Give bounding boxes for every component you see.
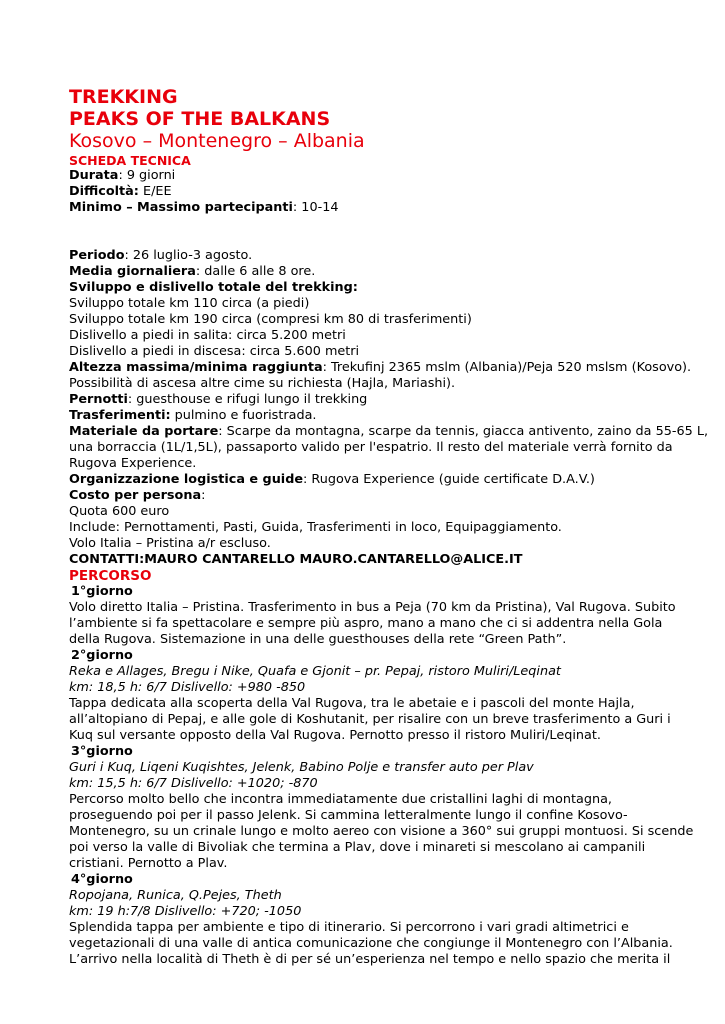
costo-line	[69, 488, 669, 504]
day-4-text-2: vegetazionali di una valle di antica comunicazione che congiunge il Montenegro con l’Albania.	[69, 936, 673, 951]
percorso-heading: PERCORSO	[69, 568, 152, 584]
difficolta-value: E/EE	[138, 184, 172, 199]
volo-line: Volo Italia – Pristina a/r escluso.	[69, 536, 271, 551]
periodo-value: : 26 luglio-3 agosto.	[124, 248, 253, 263]
day-2-stats: km: 18,5 h: 6/7 Dislivello: +980 -850	[69, 680, 306, 695]
minimo-line	[69, 200, 669, 216]
media-label: Media giornaliera	[69, 264, 196, 279]
day-2-label: 2°giorno	[71, 648, 133, 663]
day-3-text-3: Montenegro, su un crinale lungo e molto aereo con visione a 360° sui gruppi montuosi. Si scende	[69, 824, 694, 839]
day-3-text-1: Percorso molto bello che incontra immediatamente due cristallini laghi di montagna,	[69, 792, 612, 807]
minimo-label: Minimo – Massimo partecipanti	[69, 200, 293, 215]
day-1-text-2: l’ambiente si fa spettacolare e sempre più aspro, mano a mano che ci si addentra nella Gola	[69, 616, 663, 631]
quota-line: Quota 600 euro	[69, 504, 170, 519]
title-line-1: TREKKING	[69, 86, 178, 108]
day-4-label: 4°giorno	[71, 872, 133, 887]
pernotti-label: Pernotti	[69, 392, 128, 407]
media-value: : dalle 6 alle 8 ore.	[195, 264, 316, 279]
day-3-label: 3°giorno	[71, 744, 133, 759]
day-1-text-1: Volo diretto Italia – Pristina. Trasferimento in bus a Peja (70 km da Pristina), Val Rugova. Subito	[69, 600, 676, 615]
subtitle: Kosovo – Montenegro – Albania	[69, 130, 365, 152]
day-3-text-5: cristiani. Pernotto a Plav.	[69, 856, 228, 871]
altezza-label: Altezza massima/minima raggiunta	[69, 360, 323, 375]
durata-label: Durata	[69, 168, 119, 183]
sviluppo-line-2: Sviluppo totale km 190 circa (compresi km 80 di trasferimenti)	[69, 312, 472, 327]
trasferimenti-label: Trasferimenti:	[69, 408, 171, 423]
periodo-line	[69, 248, 669, 264]
day-1-label: 1°giorno	[71, 584, 133, 599]
altezza-value: : Trekufinj 2365 mslm (Albania)/Peja 520 mslsm (Kosovo).	[322, 360, 692, 375]
day-2-route: Reka e Allages, Bregu i Nike, Quafa e Gjonit – pr. Pepaj, ristoro Muliri/Leqinat	[69, 664, 561, 679]
materiale-line-2: una borraccia (1L/1,5L), passaporto valido per l'espatrio. Il resto del materiale verrà fornito da	[69, 440, 673, 455]
materiale-line-3: Rugova Experience.	[69, 456, 197, 471]
day-2-text-3: Kuq sul versante opposto della Val Rugova. Pernotto presso il ristoro Muliri/Leqinat.	[69, 728, 601, 743]
day-1-text-3: della Rugova. Sistemazione in una delle guesthouses della rete “Green Path”.	[69, 632, 567, 647]
day-3-text-4: poi verso la valle di Bivoliak che termina a Plav, dove i minareti si mescolano ai campanili	[69, 840, 646, 855]
include-line: Include: Pernottamenti, Pasti, Guida, Trasferimenti in loco, Equipaggiamento.	[69, 520, 562, 535]
day-4-text-3: L’arrivo nella località di Theth è di per sé un’esperienza nel tempo e nello spazio che merita il	[69, 952, 671, 967]
materiale-label: Materiale da portare	[69, 424, 219, 439]
difficolta-label: Difficoltà:	[69, 184, 139, 199]
contatti-line: CONTATTI:MAURO CANTARELLO MAURO.CANTARELLO@ALICE.IT	[69, 552, 523, 567]
pernotti-line	[69, 392, 669, 408]
difficolta-line	[69, 184, 669, 200]
materiale-value: : Scarpe da montagna, scarpe da tennis, giacca antivento, zaino da 55-65 L,	[218, 424, 709, 439]
day-4-stats: km: 19 h:7/8 Dislivello: +720; -1050	[69, 904, 302, 919]
organizzazione-line	[69, 472, 669, 488]
day-3-text-2: proseguendo poi per il passo Jelenk. Si cammina letteralmente lungo il confine Kosovo-	[69, 808, 628, 823]
durata-value: : 9 giorni	[118, 168, 176, 183]
dislivello-line-2: Dislivello a piedi in discesa: circa 5.600 metri	[69, 344, 360, 359]
trasferimenti-line	[69, 408, 669, 424]
organizzazione-label: Organizzazione logistica e guide	[69, 472, 304, 487]
section-label-scheda: SCHEDA TECNICA	[69, 153, 191, 168]
dislivello-line-1: Dislivello a piedi in salita: circa 5.200 metri	[69, 328, 346, 343]
trasferimenti-value: pulmino e fuoristrada.	[170, 408, 317, 423]
altezza-line-2: Possibilità di ascesa altre cime su richiesta (Hajla, Mariashi).	[69, 376, 456, 391]
durata-line	[69, 168, 669, 184]
day-2-text-1: Tappa dedicata alla scoperta della Val Rugova, tra le abetaie e i pascoli del monte Hajla,	[69, 696, 635, 711]
periodo-label: Periodo	[69, 248, 125, 263]
materiale-line	[69, 424, 709, 440]
day-4-route: Ropojana, Runica, Q.Pejes, Theth	[69, 888, 282, 903]
sviluppo-line-1: Sviluppo totale km 110 circa (a piedi)	[69, 296, 310, 311]
altezza-line	[69, 360, 692, 376]
pernotti-value: : guesthouse e rifugi lungo il trekking	[127, 392, 368, 407]
day-4-text-1: Splendida tappa per ambiente e tipo di itinerario. Si percorrono i vari gradi altimetrici e	[69, 920, 629, 935]
day-2-text-2: all’altopiano di Pepaj, e alle gole di Koshutanit, per risalire con un breve trasferimento a Guri i	[69, 712, 671, 727]
day-3-route: Guri i Kuq, Liqeni Kuqishtes, Jelenk, Babino Polje e transfer auto per Plav	[69, 760, 534, 775]
sviluppo-heading: Sviluppo e dislivello totale del trekking:	[69, 280, 358, 295]
minimo-value: : 10-14	[292, 200, 339, 215]
organizzazione-value: : Rugova Experience (guide certificate D.A.V.)	[303, 472, 595, 487]
media-line	[69, 264, 669, 280]
title-line-2: PEAKS OF THE BALKANS	[69, 108, 331, 130]
spacer	[69, 216, 669, 248]
costo-value: :	[201, 488, 206, 503]
document-page	[69, 86, 709, 968]
costo-label: Costo per persona	[69, 488, 202, 503]
day-3-stats: km: 15,5 h: 6/7 Dislivello: +1020; -870	[69, 776, 318, 791]
